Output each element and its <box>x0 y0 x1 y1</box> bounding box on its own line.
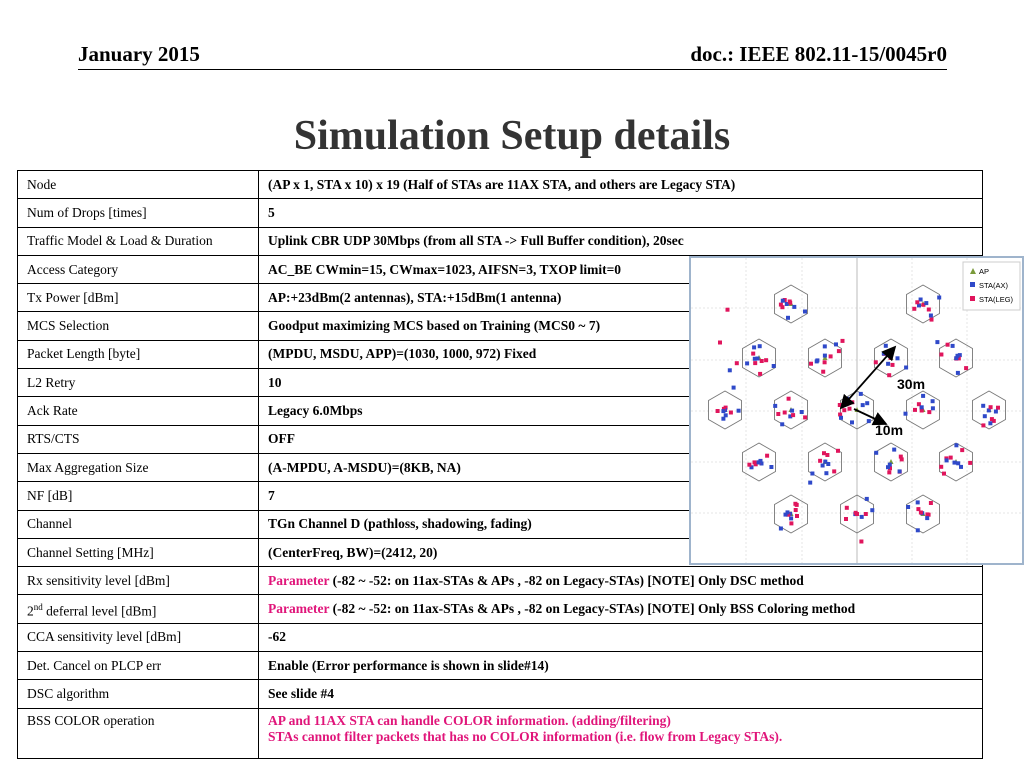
leg-marker-icon <box>970 296 975 301</box>
sta-ax-marker <box>886 362 890 366</box>
label-30m: 30m <box>897 376 926 392</box>
stray-sta-marker <box>726 308 730 312</box>
sta-ax-marker <box>904 366 908 370</box>
param-cell: NF [dB] <box>18 482 259 510</box>
sta-leg-marker <box>925 512 929 516</box>
slide-title: Simulation Setup details <box>293 113 731 159</box>
sta-ax-marker <box>757 460 761 464</box>
param-cell: CCA sensitivity level [dBm] <box>18 623 259 651</box>
sta-leg-marker <box>848 407 852 411</box>
table-row <box>18 708 983 758</box>
stray-sta-marker <box>728 368 732 372</box>
param-cell: Access Category <box>18 255 259 283</box>
value-cell: (MPDU, MSDU, APP)=(1030, 1000, 972) Fixed <box>259 340 983 368</box>
sta-leg-marker <box>927 308 931 312</box>
topology-diagram <box>691 258 1022 563</box>
sta-ax-marker <box>861 403 865 407</box>
sta-ax-marker <box>981 404 985 408</box>
label-10m: 10m <box>875 422 904 438</box>
sta-ax-marker <box>892 448 896 452</box>
value-cell: OFF <box>259 425 983 453</box>
param-cell: Max Aggregation Size <box>18 453 259 481</box>
sta-leg-marker <box>788 300 792 304</box>
sta-ax-marker <box>772 364 776 368</box>
sta-leg-marker <box>716 409 720 413</box>
sta-leg-marker <box>789 521 793 525</box>
param-superscript: nd <box>33 601 43 612</box>
sta-ax-marker <box>904 412 908 416</box>
sta-leg-marker <box>960 448 964 452</box>
legend-ax: STA(AX) <box>979 281 1009 290</box>
value-line-2: STAs cannot filter packets that has no COLOR information (i.e. flow from Legacy STAs). <box>268 728 783 744</box>
sta-ax-marker <box>792 305 796 309</box>
sta-leg-marker <box>949 456 953 460</box>
sta-leg-marker <box>809 362 813 366</box>
sta-leg-marker <box>825 453 829 457</box>
sta-leg-marker <box>837 349 841 353</box>
value-cell <box>259 708 983 758</box>
header-date: January 2015 <box>78 42 200 66</box>
sta-leg-marker <box>913 408 917 412</box>
sta-leg-marker <box>823 360 827 364</box>
sta-ax-marker <box>931 399 935 403</box>
value-cell: (A-MPDU, A-MSDU)=(8KB, NA) <box>259 453 983 481</box>
sta-leg-marker <box>838 403 842 407</box>
param-cell: Tx Power [dBm] <box>18 284 259 312</box>
sta-leg-marker <box>760 359 764 363</box>
sta-leg-marker <box>845 506 849 510</box>
value-cell: Uplink CBR UDP 30Mbps (from all STA -> Full Buffer condition), 20sec <box>259 227 983 255</box>
sta-leg-marker <box>844 517 848 521</box>
sta-ax-marker <box>870 508 874 512</box>
param-cell: Rx sensitivity level [dBm] <box>18 567 259 595</box>
sta-ax-marker <box>824 471 828 475</box>
sta-leg-marker <box>989 405 993 409</box>
sta-leg-marker <box>889 356 893 360</box>
sta-leg-marker <box>787 397 791 401</box>
value-cell: (AP x 1, STA x 10) x 19 (Half of STAs are 11AX STA, and others are Legacy STA) <box>259 171 983 199</box>
sta-leg-marker <box>821 370 825 374</box>
sta-leg-marker <box>930 318 934 322</box>
sta-ax-marker <box>956 371 960 375</box>
sta-ax-marker <box>954 443 958 447</box>
sta-ax-marker <box>786 316 790 320</box>
table-row <box>18 171 983 199</box>
sta-ax-marker <box>737 409 741 413</box>
param-cell: Packet Length [byte] <box>18 340 259 368</box>
sta-ax-marker <box>758 344 762 348</box>
sta-ax-marker <box>721 409 725 413</box>
sta-ax-marker <box>724 413 728 417</box>
sta-leg-marker <box>836 449 840 453</box>
sta-ax-marker <box>906 505 910 509</box>
sta-ax-marker <box>886 465 890 469</box>
param-cell: L2 Retry <box>18 369 259 397</box>
value-cell: Legacy 6.0Mbps <box>259 397 983 425</box>
sta-ax-marker <box>983 414 987 418</box>
sta-ax-marker <box>874 451 878 455</box>
sta-ax-marker <box>937 296 941 300</box>
stray-sta-marker <box>745 361 749 365</box>
param-cell: Traffic Model & Load & Duration <box>18 227 259 255</box>
sta-leg-marker <box>729 411 733 415</box>
sta-leg-marker <box>964 366 968 370</box>
sta-leg-marker <box>929 501 933 505</box>
param-cell: Ack Rate <box>18 397 259 425</box>
sta-leg-marker <box>939 353 943 357</box>
param-number: 2 <box>27 603 34 619</box>
sta-leg-marker <box>794 508 798 512</box>
sta-leg-marker <box>946 343 950 347</box>
stray-sta-marker <box>795 503 799 507</box>
sta-leg-marker <box>791 413 795 417</box>
stray-sta-marker <box>859 540 863 544</box>
sta-leg-marker <box>887 470 891 474</box>
sta-leg-marker <box>803 415 807 419</box>
value-cell: See slide #4 <box>259 680 983 708</box>
sta-leg-marker <box>855 512 859 516</box>
legend-leg: STA(LEG) <box>979 295 1014 304</box>
sta-ax-marker <box>823 354 827 358</box>
param-cell: MCS Selection <box>18 312 259 340</box>
sta-leg-marker <box>842 408 846 412</box>
sta-ax-marker <box>789 516 793 520</box>
sta-leg-marker <box>915 300 919 304</box>
arrow-30m <box>841 347 895 408</box>
table-row <box>18 199 983 227</box>
sta-leg-marker <box>942 472 946 476</box>
sta-ax-marker <box>867 419 871 423</box>
stray-sta-marker <box>735 361 739 365</box>
sta-ax-marker <box>959 465 963 469</box>
sta-ax-marker <box>916 528 920 532</box>
value-text: (-82 ~ -52: on 11ax-STAs & APs , -82 on Legacy-STAs) [NOTE] Only BSS Coloring method <box>329 601 856 617</box>
sta-ax-marker <box>786 510 790 514</box>
value-cell: 10 <box>259 369 983 397</box>
legend <box>963 262 1020 310</box>
param-cell: RTS/CTS <box>18 425 259 453</box>
value-cell: AP:+23dBm(2 antennas), STA:+15dBm(1 antenna) <box>259 284 983 312</box>
sta-leg-marker <box>780 305 784 309</box>
value-cell: Enable (Error performance is shown in slide#14) <box>259 652 983 680</box>
header-divider <box>78 69 947 70</box>
sta-ax-marker <box>800 410 804 414</box>
sta-leg-marker <box>874 360 878 364</box>
stray-sta-marker <box>935 340 939 344</box>
sta-leg-marker <box>751 352 755 356</box>
value-cell <box>259 595 983 623</box>
sta-leg-marker <box>850 400 854 404</box>
param-cell: DSC algorithm <box>18 680 259 708</box>
sta-ax-marker <box>721 417 725 421</box>
sta-ax-marker <box>821 464 825 468</box>
sta-ax-marker <box>884 344 888 348</box>
table-row <box>18 567 983 595</box>
sta-leg-marker <box>747 463 751 467</box>
sta-ax-marker <box>810 472 814 476</box>
sta-ax-marker <box>865 497 869 501</box>
sta-leg-marker <box>919 511 923 515</box>
sta-leg-marker <box>764 358 768 362</box>
sta-leg-marker <box>753 361 757 365</box>
table-row <box>18 680 983 708</box>
sta-ax-marker <box>896 356 900 360</box>
sta-leg-marker <box>912 307 916 311</box>
sta-ax-marker <box>826 462 830 466</box>
sta-ax-marker <box>898 469 902 473</box>
value-cell: -62 <box>259 623 983 651</box>
sta-ax-marker <box>916 500 920 504</box>
sta-ax-marker <box>921 394 925 398</box>
sta-ax-marker <box>929 314 933 318</box>
sta-leg-marker <box>818 459 822 463</box>
sta-ax-marker <box>931 406 935 410</box>
value-cell <box>259 567 983 595</box>
sta-leg-marker <box>891 363 895 367</box>
value-cell: AC_BE CWmin=15, CWmax=1023, AIFSN=3, TXOP limit=0 <box>259 255 983 283</box>
sta-leg-marker <box>783 411 787 415</box>
sta-ax-marker <box>956 461 960 465</box>
sta-ax-marker <box>779 527 783 531</box>
sta-ax-marker <box>994 410 998 414</box>
value-line-1: AP and 11AX STA can handle COLOR information. (adding/filtering) <box>268 712 671 728</box>
sta-ax-marker <box>756 357 760 361</box>
sta-ax-marker <box>803 310 807 314</box>
sta-leg-marker <box>981 423 985 427</box>
stray-sta-marker <box>850 420 854 424</box>
param-cell <box>18 595 259 623</box>
param-cell: BSS COLOR operation <box>18 708 259 758</box>
param-cell: Channel <box>18 510 259 538</box>
table-row <box>18 227 983 255</box>
value-cell: 5 <box>259 199 983 227</box>
sta-ax-marker <box>823 344 827 348</box>
sta-ax-marker <box>815 358 819 362</box>
sta-ax-marker <box>859 392 863 396</box>
sta-leg-marker <box>900 457 904 461</box>
table-row <box>18 623 983 651</box>
sta-ax-marker <box>860 515 864 519</box>
stray-sta-marker <box>718 341 722 345</box>
sta-ax-marker <box>865 401 869 405</box>
sta-ax-marker <box>956 354 960 358</box>
value-cell: TGn Channel D (pathloss, shadowing, fading) <box>259 510 983 538</box>
sta-ax-marker <box>790 409 794 413</box>
sta-ax-marker <box>769 465 773 469</box>
sta-leg-marker <box>864 512 868 516</box>
sta-leg-marker <box>829 354 833 358</box>
parameter-highlight: Parameter <box>268 601 330 617</box>
sta-ax-marker <box>920 405 924 409</box>
stray-sta-marker <box>732 386 736 390</box>
sta-ax-marker <box>924 301 928 305</box>
sta-ax-marker <box>882 352 886 356</box>
station-markers <box>716 296 1000 544</box>
sta-ax-marker <box>988 421 992 425</box>
sta-leg-marker <box>776 412 780 416</box>
value-cell: Goodput maximizing MCS based on Training (MCS0 ~ 7) <box>259 312 983 340</box>
sta-leg-marker <box>887 373 891 377</box>
ax-marker-icon <box>970 282 975 287</box>
param-cell: Node <box>18 171 259 199</box>
parameter-highlight: Parameter <box>268 572 330 588</box>
param-text: deferral level [dBm] <box>42 603 157 619</box>
topology-figure <box>689 256 1024 565</box>
table-row <box>18 652 983 680</box>
sta-leg-marker <box>996 406 1000 410</box>
sta-leg-marker <box>795 514 799 518</box>
sta-leg-marker <box>758 372 762 376</box>
sta-ax-marker <box>780 422 784 426</box>
param-cell: Det. Cancel on PLCP err <box>18 652 259 680</box>
sta-leg-marker <box>927 410 931 414</box>
stray-sta-marker <box>839 416 843 420</box>
sta-leg-marker <box>939 465 943 469</box>
legend-ap: AP <box>979 267 990 276</box>
sta-ax-marker <box>945 458 949 462</box>
sta-leg-marker <box>832 469 836 473</box>
sta-ax-marker <box>925 516 929 520</box>
header-doc-id: doc.: IEEE 802.11-15/0045r0 <box>690 42 947 66</box>
value-cell: 7 <box>259 482 983 510</box>
stray-sta-marker <box>968 461 972 465</box>
sta-ax-marker <box>951 344 955 348</box>
value-text: (-82 ~ -52: on 11ax-STAs & APs , -82 on Legacy-STAs) [NOTE] Only DSC method <box>329 572 804 588</box>
param-cell: Num of Drops [times] <box>18 199 259 227</box>
param-cell: Channel Setting [MHz] <box>18 538 259 566</box>
sta-leg-marker <box>765 454 769 458</box>
stray-sta-marker <box>841 339 845 343</box>
sta-ax-marker <box>834 342 838 346</box>
sta-ax-marker <box>773 404 777 408</box>
value-cell: (CenterFreq, BW)=(2412, 20) <box>259 538 983 566</box>
stray-sta-marker <box>808 481 812 485</box>
sta-ax-marker <box>953 461 957 465</box>
sta-ax-marker <box>752 345 756 349</box>
sta-ax-marker <box>781 299 785 303</box>
table-row <box>18 595 983 623</box>
